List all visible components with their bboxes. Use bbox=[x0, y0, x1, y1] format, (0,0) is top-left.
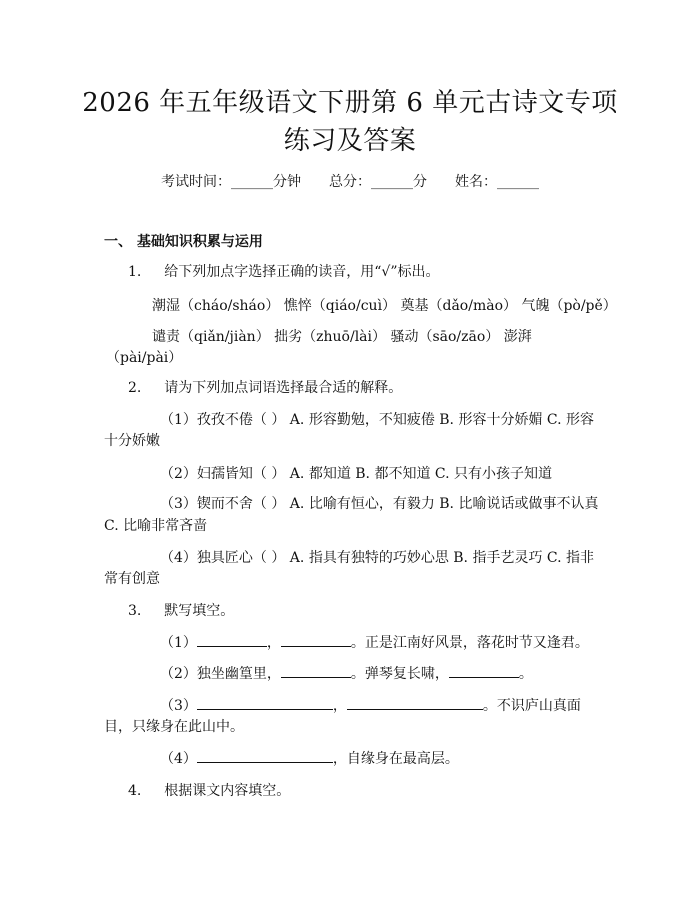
fill-label: （4） bbox=[160, 751, 197, 767]
fill-blank[interactable] bbox=[449, 663, 519, 678]
fill-label: （1） bbox=[160, 635, 197, 651]
question-text: 给下列加点字选择正确的读音，用“√”标出。 bbox=[164, 264, 440, 280]
fill-line-1 bbox=[160, 632, 589, 652]
choice-item-2: （2）妇孺皆知（ ） A. 都知道 B. 都不知道 C. 只有小孩子知道 bbox=[160, 466, 553, 482]
fill-text: 。正是江南好风景，落花时节又逢君。 bbox=[350, 635, 589, 651]
fill-blank[interactable] bbox=[281, 632, 351, 647]
fill-text: ， bbox=[266, 635, 281, 651]
choice-item-4: （4）独具匠心（ ） A. 指具有独特的巧妙心思 B. 指手艺灵巧 C. 指非 bbox=[160, 550, 595, 566]
question-number: 1. bbox=[128, 264, 142, 280]
fill-text: 。不识庐山真面 bbox=[482, 698, 581, 714]
fill-blank[interactable] bbox=[347, 695, 483, 710]
section-heading-basics: 一、 基础知识积累与运用 bbox=[104, 234, 263, 250]
question-number: 3. bbox=[128, 603, 142, 619]
question-3 bbox=[128, 600, 234, 620]
choice-item-3: （3）锲而不舍（ ） A. 比喻有恒心，有毅力 B. 比喻说话或做事不认真 bbox=[160, 496, 599, 512]
fill-line-3 bbox=[160, 695, 581, 715]
question-text: 默写填空。 bbox=[164, 603, 235, 619]
question-text: 请为下列加点词语选择最合适的解释。 bbox=[164, 380, 403, 396]
fill-text: 。 bbox=[518, 666, 533, 682]
document-title-line1: 2026 年五年级语文下册第 6 单元古诗文专项 bbox=[82, 88, 618, 118]
document-title-line2: 练习及答案 bbox=[283, 126, 417, 156]
choice-item-1-cont: 十分娇嫩 bbox=[104, 433, 160, 449]
question-text: 根据课文内容填空。 bbox=[164, 783, 291, 799]
total-score-label: 总分：______分 bbox=[329, 174, 427, 190]
pinyin-row-2: 谴责（qiǎn/jiàn） 拙劣（zhuō/lài） 骚动（sāo/zāo） 澎湃 bbox=[152, 329, 532, 345]
question-2 bbox=[128, 377, 402, 397]
choice-item-1: （1）孜孜不倦（ ） A. 形容勤勉，不知疲倦 B. 形容十分娇媚 C. 形容 bbox=[160, 412, 595, 428]
fill-text: ， bbox=[332, 698, 347, 714]
question-number: 4. bbox=[128, 783, 142, 799]
fill-text: （2）独坐幽篁里， bbox=[160, 666, 281, 682]
fill-line-3-cont: 目，只缘身在此山中。 bbox=[104, 719, 244, 735]
fill-line-2 bbox=[160, 663, 533, 683]
choice-item-3-cont: C. 比喻非常吝啬 bbox=[104, 518, 208, 534]
fill-line-4 bbox=[160, 748, 459, 768]
fill-text: ，自缘身在最高层。 bbox=[332, 751, 459, 767]
question-number: 2. bbox=[128, 380, 142, 396]
pinyin-row-2-cont: （pài/pài） bbox=[106, 350, 183, 366]
fill-blank[interactable] bbox=[197, 695, 333, 710]
fill-label: （3） bbox=[160, 698, 197, 714]
question-4 bbox=[128, 780, 290, 800]
exam-time-label: 考试时间：______分钟 bbox=[161, 174, 301, 190]
fill-blank[interactable] bbox=[197, 748, 333, 763]
student-name-label: 姓名：______ bbox=[455, 174, 539, 190]
choice-item-4-cont: 常有创意 bbox=[104, 571, 160, 587]
fill-text: 。弹琴复长啸， bbox=[350, 666, 449, 682]
question-1 bbox=[128, 261, 440, 281]
pinyin-row-1: 潮湿（cháo/sháo） 憔悴（qiáo/cuì） 奠基（dǎo/mào） 气魄（pò/pě） bbox=[152, 298, 617, 314]
fill-blank[interactable] bbox=[281, 663, 351, 678]
fill-blank[interactable] bbox=[197, 632, 267, 647]
exam-info bbox=[0, 171, 700, 191]
